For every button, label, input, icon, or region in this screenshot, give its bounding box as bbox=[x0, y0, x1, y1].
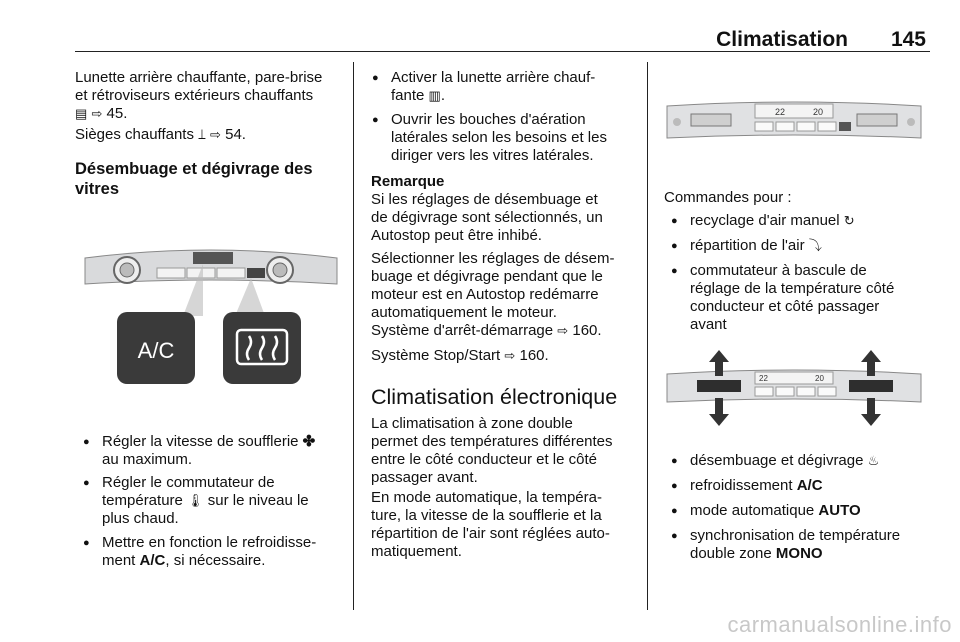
page-ref[interactable]: 45. bbox=[106, 105, 128, 122]
list-item: ● synchronisation de température double zone MONO bbox=[668, 527, 950, 563]
panel-temp-left: 22 bbox=[775, 107, 786, 117]
intro-ref-line bbox=[75, 105, 345, 123]
page-ref[interactable]: 160. bbox=[572, 322, 602, 339]
list-item: ● Régler la vitesse de soufflerie ✤ au maximum. bbox=[80, 433, 367, 469]
page-header bbox=[75, 28, 930, 52]
ref-arrow-icon: ⇨ bbox=[557, 323, 569, 338]
rear-window-heat-icon: ▤ bbox=[75, 106, 88, 121]
watermark: carmanualsonline.info bbox=[727, 612, 952, 637]
chapter-title: Climatisation bbox=[716, 28, 848, 51]
page-ref[interactable]: 54. bbox=[225, 126, 246, 143]
ac-callout-label: A/C bbox=[137, 338, 175, 363]
list-item: ● refroidissement A/C bbox=[668, 477, 950, 495]
climate-panel-illustration-1 bbox=[663, 98, 925, 148]
header-rule bbox=[75, 51, 930, 52]
climate-panel-illustration-2 bbox=[663, 350, 925, 428]
list-item: ● répartition de l'air ⤵ bbox=[668, 237, 950, 255]
ref-arrow-icon: ⇨ bbox=[91, 106, 103, 121]
page-number: 145 bbox=[890, 28, 926, 51]
remark-title: Remarque bbox=[371, 173, 445, 190]
seat-heat-paragraph bbox=[75, 126, 345, 144]
ref-arrow-icon: ⇨ bbox=[504, 348, 516, 363]
list-item: ● commutateur à bascule de réglage de la température côté conducteur et côté passager avant bbox=[668, 262, 950, 334]
temperature-icon: 🌡︎ bbox=[187, 493, 204, 508]
remark-paragraph-2: Sélectionner les réglages de désem- buage et dégivrage pendant que le moteur est en Autostop redémarre automatiquement le moteur. Système d'arrêt-démarrage ⇨ 160. bbox=[371, 250, 615, 339]
heading-line: vitres bbox=[75, 180, 120, 198]
heated-seat-icon: ⟘ bbox=[198, 127, 206, 142]
list-item: ● désembuage et dégivrage ♨ bbox=[668, 452, 950, 470]
page-ref[interactable]: 160. bbox=[519, 347, 549, 364]
seat-heat-text: Sièges chauffants bbox=[75, 126, 194, 143]
air-distribution-icon: ⤵ bbox=[808, 238, 822, 253]
fan-icon: ✤ bbox=[302, 433, 316, 450]
front-defrost-icon: ♨ bbox=[867, 453, 880, 468]
ref-arrow-icon: ⇨ bbox=[210, 127, 221, 142]
list-item: ● recyclage d'air manuel ↻ bbox=[668, 212, 950, 230]
stopstart-line: Système Stop/Start ⇨ 160. bbox=[371, 347, 549, 364]
list-item: ● Mettre en fonction le refroidisse- ment A/C, si nécessaire. bbox=[80, 534, 367, 570]
intro-line: et rétroviseurs extérieurs chauffants bbox=[75, 87, 314, 104]
intro-paragraph bbox=[75, 69, 345, 123]
panel-temp-left: 22 bbox=[759, 374, 768, 383]
rear-defrost-icon: ▥ bbox=[428, 88, 441, 103]
panel-temp-right: 20 bbox=[813, 107, 824, 117]
para-auto-mode: En mode automatique, la tempéra- ture, la vitesse de la soufflerie et la répartition de l'air sont réglées auto- matiquement. bbox=[371, 489, 610, 560]
remark-block: Remarque Si les réglages de désembuage et de dégivrage sont sélectionnés, un Autostop peut être inhibé. bbox=[371, 173, 641, 245]
list-item: ● Régler le commutateur de température 🌡︎ sur le niveau le plus chaud. bbox=[80, 474, 367, 528]
list-item: ● Activer la lunette arrière chauf- fante ▥. bbox=[369, 69, 661, 105]
list-item: ● mode automatique AUTO bbox=[668, 502, 950, 520]
para-dual-zone: La climatisation à zone double permet des températures différentes entre le côté conducteur et le côté passager avant. bbox=[371, 415, 613, 486]
list-item: ● Ouvrir les bouches d'aération latérales selon les besoins et les diriger vers les vitres latérales. bbox=[369, 111, 661, 165]
panel-temp-right: 20 bbox=[815, 374, 824, 383]
defrost-illustration bbox=[75, 240, 345, 390]
heading-line: Désembuage et dégivrage des bbox=[75, 160, 313, 178]
section-heading-defog bbox=[75, 159, 345, 199]
section-heading-electronic: Climatisation électronique bbox=[371, 385, 618, 409]
commands-intro: Commandes pour : bbox=[664, 189, 792, 206]
recirculation-icon: ↻ bbox=[843, 213, 855, 228]
intro-line: Lunette arrière chauffante, pare-brise bbox=[75, 69, 323, 86]
